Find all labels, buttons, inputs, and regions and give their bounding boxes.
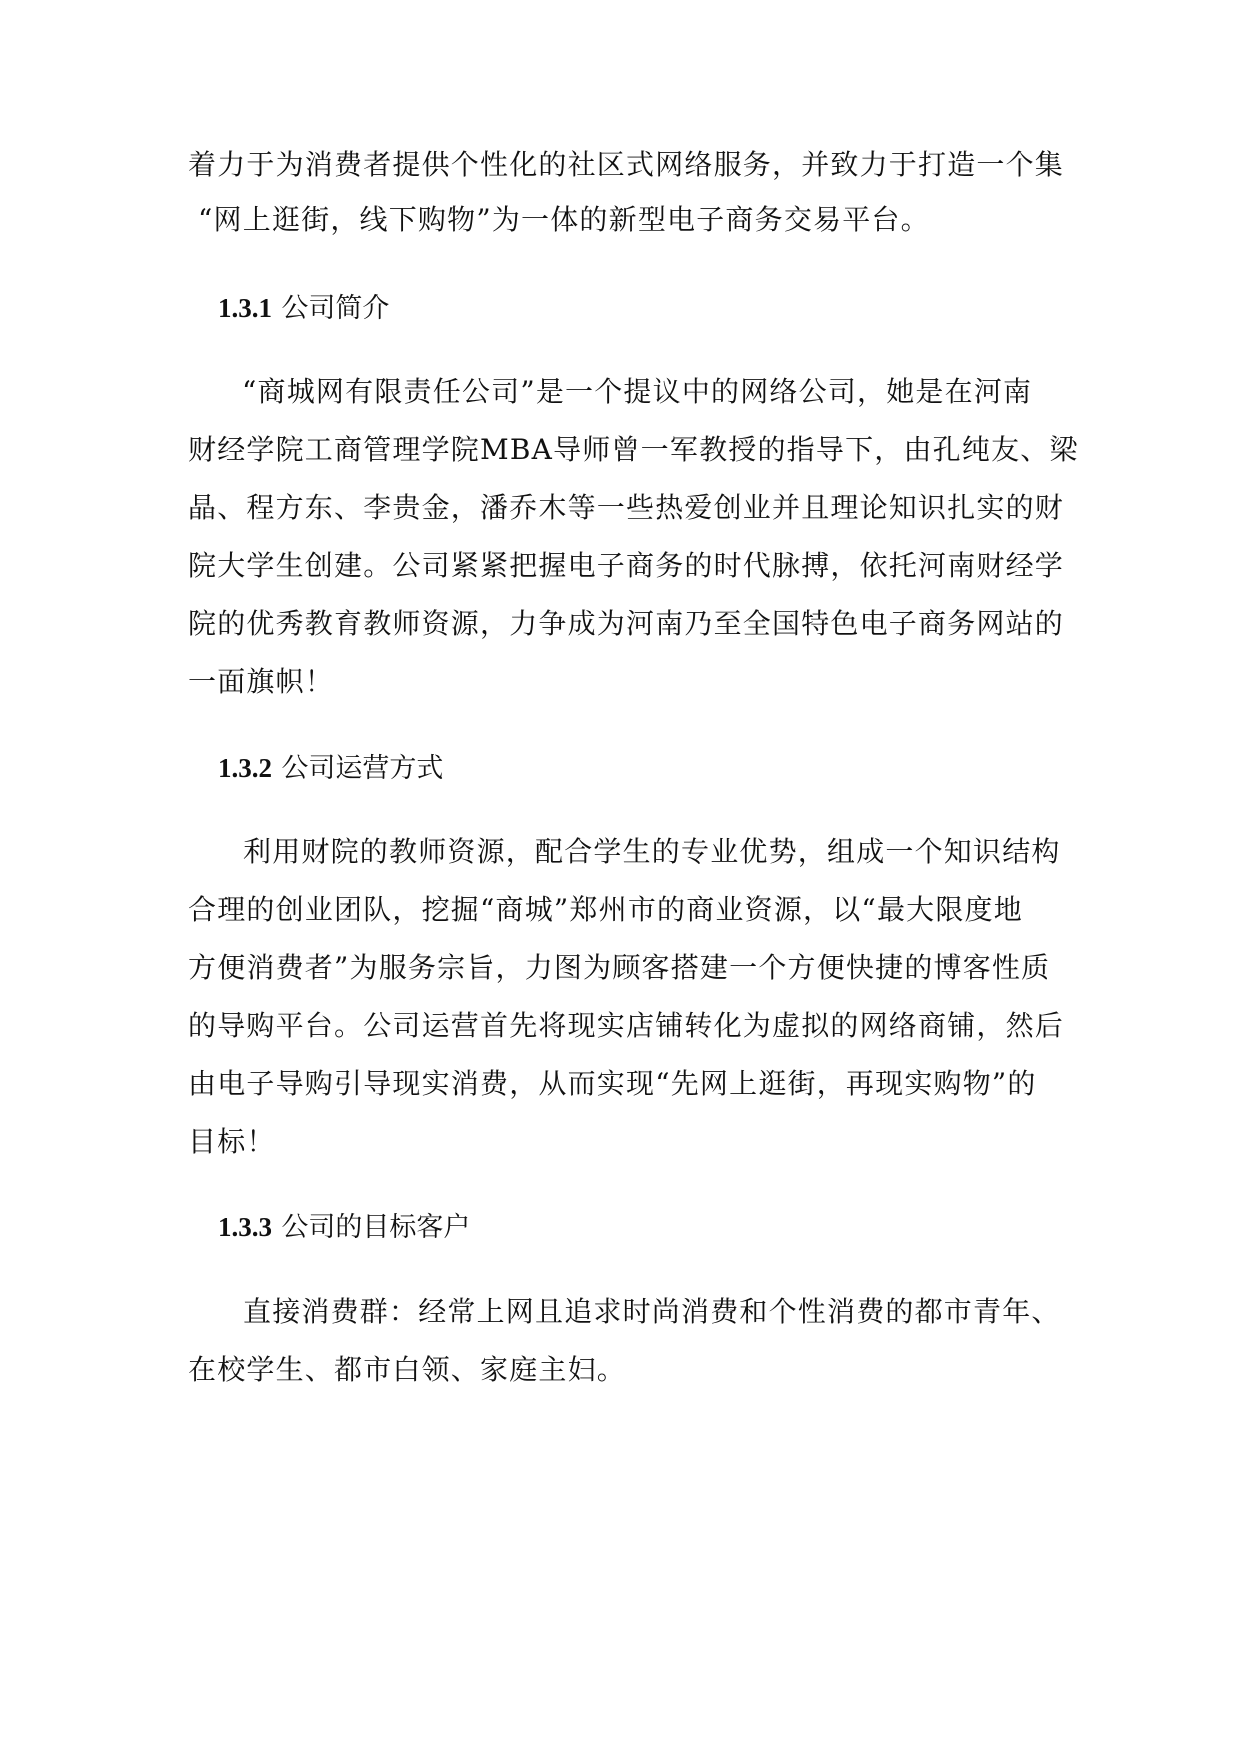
section-title: 公司运营方式 [281, 753, 444, 784]
paragraph-line: 财经学院工商管理学院MBA导师曾一军教授的指导下，由孔纯友、梁 [188, 433, 1079, 466]
paragraph-line: 由电子导购引导现实消费，从而实现“先网上逛街，再现实购物”的 [188, 1067, 1037, 1100]
paragraph-line: 合理的创业团队，挖掘“商城”郑州市的商业资源，以“最大限度地 [188, 893, 1023, 926]
section-title: 公司简介 [281, 293, 390, 324]
paragraph-line: 方便消费者”为服务宗旨，力图为顾客搭建一个方便快捷的博客性质 [188, 951, 1051, 984]
section-heading-1-3-3 [218, 1207, 470, 1248]
paragraph-line: 的导购平台。公司运营首先将现实店铺转化为虚拟的网络商铺，然后 [188, 1009, 1065, 1042]
section-number: 1.3.3 [218, 1212, 272, 1242]
intro-line-1: 着力于为消费者提供个性化的社区式网络服务，并致力于打造一个集 [188, 148, 1065, 181]
intro-line-2: “网上逛街，线下购物”为一体的新型电子商务交易平台。 [198, 203, 930, 236]
paragraph-line: 在校学生、都市白领、家庭主妇。 [188, 1353, 627, 1386]
paragraph-line: 目标！ [188, 1125, 276, 1158]
paragraph-line: 一面旗帜！ [188, 665, 335, 698]
paragraph-line: 晶、程方东、李贵金，潘乔木等一些热爱创业并且理论知识扎实的财 [188, 491, 1065, 524]
section-title: 公司的目标客户 [281, 1212, 471, 1243]
section-number: 1.3.2 [218, 753, 272, 783]
paragraph-line: 利用财院的教师资源，配合学生的专业优势，组成一个知识结构 [243, 835, 1061, 868]
paragraph-line: 直接消费群：经常上网且追求时尚消费和个性消费的都市青年、 [243, 1295, 1061, 1328]
section-heading-1-3-1 [218, 288, 389, 329]
paragraph-line: “商城网有限责任公司”是一个提议中的网络公司，她是在河南 [242, 375, 1033, 408]
paragraph-line: 院的优秀教育教师资源，力争成为河南乃至全国特色电子商务网站的 [188, 607, 1065, 640]
paragraph-line: 院大学生创建。公司紧紧把握电子商务的时代脉搏，依托河南财经学 [188, 549, 1065, 582]
section-number: 1.3.1 [218, 293, 272, 323]
section-heading-1-3-2 [218, 748, 443, 789]
